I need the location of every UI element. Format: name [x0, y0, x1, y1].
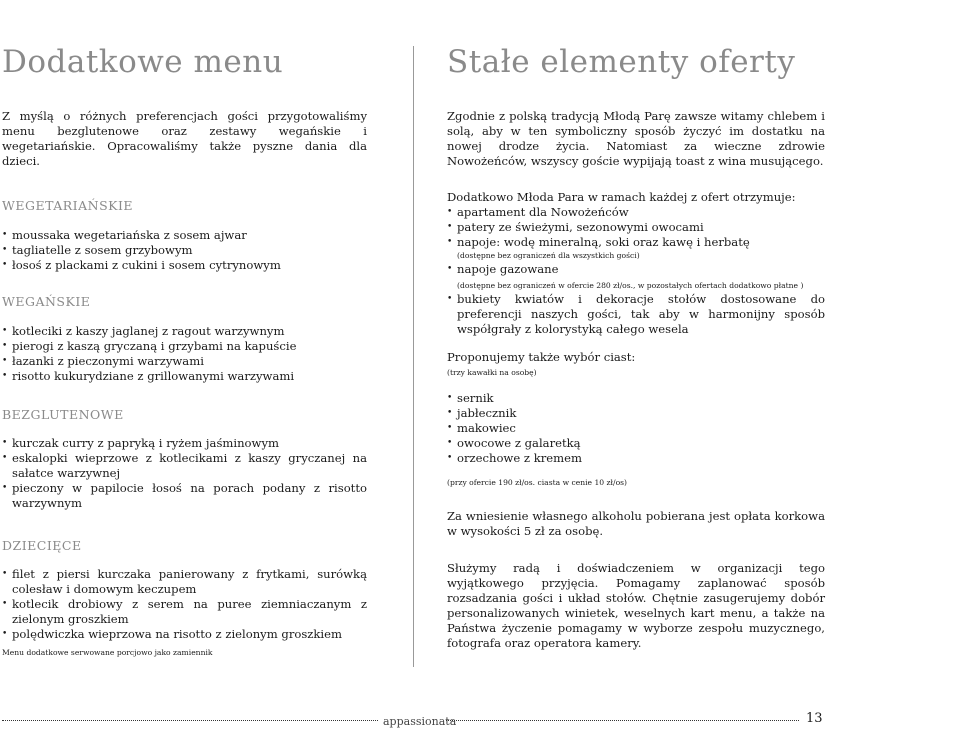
section-heading-gluten-free: BEZGLUTENOWE	[2, 407, 124, 422]
section-heading-vegan: WEGAŃSKIE	[2, 294, 91, 309]
list-item: • jabłecznik	[447, 406, 825, 421]
list-item: • moussaka wegetariańska z sosem ajwar	[2, 228, 367, 243]
cakes-lead: Proponujemy także wybór ciast:	[447, 350, 636, 364]
section-heading-vegetarian: WEGETARIAŃSKIE	[2, 198, 134, 213]
list-item: • sernik	[447, 391, 825, 406]
list-item-note: (dostępne bez ograniczeń w ofercie 280 zł/os., w pozostałych ofertach dodatkowo płatne )	[457, 281, 804, 290]
list-item: • owocowe z galaretką	[447, 436, 825, 451]
list-item-note: (dostępne bez ograniczeń dla wszystkich gości)	[457, 251, 640, 260]
cakes-sub: (trzy kawałki na osobę)	[447, 368, 537, 377]
list-item: • risotto kukurydziane z grillowanymi warzywami	[2, 369, 367, 384]
standard-offer-column	[447, 44, 825, 651]
left-note: Menu dodatkowe serwowane porcjowo jako zamiennik	[2, 648, 213, 657]
right-intro: Zgodnie z polską tradycją Młodą Parę zawsze witamy chlebem i solą, aby w ten symboliczny sposób życzyć im dostatku na nowej drodze życia. Natomiast za wieczne zdrowie Nowożeńców, wszyscy goście wypijają toast z wina musującego.	[447, 109, 825, 168]
additional-menu-column	[2, 44, 367, 658]
footer-dotted-rule-left	[2, 720, 378, 721]
cakes-note: (przy ofercie 190 zł/os. ciasta w cenie 10 zł/os)	[447, 478, 627, 487]
list-item-text: napoje: wodę mineralną, soki oraz kawę i herbatę	[457, 235, 750, 249]
list-item: • pieczony w papilocie łosoś na porach podany z risotto warzywnym	[2, 481, 367, 511]
list-item: • pierogi z kaszą gryczaną i grzybami na kapuście	[2, 339, 367, 354]
list-item-text: napoje gazowane	[457, 262, 559, 276]
list-item: • łazanki z pieczonymi warzywami	[2, 354, 367, 369]
list-item: • filet z piersi kurczaka panierowany z frytkami, surówką colesław i domowym keczupem	[2, 567, 367, 597]
column-divider	[413, 46, 414, 667]
extras-list	[447, 205, 825, 337]
help-text: Służymy radą i doświadczeniem w organizacji tego wyjątkowego przyjęcia. Pomagamy zaplanować sposób rozsadzania gości i układ stołów. Chętnie zasugerujemy dobór personalizowanych winietek, weselnych kart menu, a także na Państwa życzenie pomagamy w wyborze zespołu muzycznego, fotografa oraz operatora kamery.	[447, 561, 825, 650]
footer-dotted-rule-right	[446, 720, 799, 721]
corkage-text: Za wniesienie własnego alkoholu pobierana jest opłata korkowa w wysokości 5 zł za osobę.	[447, 509, 825, 538]
page-number: 13	[806, 711, 823, 726]
list-item	[447, 235, 825, 261]
vegan-list	[2, 324, 367, 384]
list-item: • łosoś z plackami z cukini i sosem cytrynowym	[2, 258, 367, 273]
list-item: • eskalopki wieprzowe z kotlecikami z kaszy gryczanej na sałatce warzywnej	[2, 451, 367, 481]
left-title: Dodatkowe menu	[2, 44, 284, 80]
list-item: • kotleciki z kaszy jaglanej z ragout warzywnym	[2, 324, 367, 339]
list-item	[447, 262, 825, 291]
footer-brand: appassionata	[383, 715, 457, 728]
extras-lead: Dodatkowo Młoda Para w ramach każdej z ofert otrzymuje:	[447, 190, 796, 204]
list-item: • kotlecik drobiowy z serem na puree ziemniaczanym z zielonym groszkiem	[2, 597, 367, 627]
list-item: • orzechowe z kremem	[447, 451, 825, 466]
list-item: • tagliatelle z sosem grzybowym	[2, 243, 367, 258]
cakes-list	[447, 391, 825, 466]
gluten-free-list	[2, 436, 367, 511]
list-item: • patery ze świeżymi, sezonowymi owocami	[447, 220, 825, 235]
section-heading-kids: DZIECIĘCE	[2, 538, 82, 553]
list-item: • makowiec	[447, 421, 825, 436]
list-item: • polędwiczka wieprzowa na risotto z zielonym groszkiem	[2, 627, 367, 642]
list-item: • kurczak curry z papryką i ryżem jaśminowym	[2, 436, 367, 451]
list-item: • apartament dla Nowożeńców	[447, 205, 825, 220]
list-item: • bukiety kwiatów i dekoracje stołów dostosowane do preferencji naszych gości, tak aby w harmonijny sposób współgrały z kolorystyką całego wesela	[447, 292, 825, 337]
vegetarian-list	[2, 228, 367, 273]
right-title: Stałe elementy oferty	[447, 44, 796, 80]
kids-list	[2, 567, 367, 642]
left-intro: Z myślą o różnych preferencjach gości przygotowaliśmy menu bezglutenowe oraz zestawy wegańskie i wegetariańskie. Opracowaliśmy także pyszne dania dla dzieci.	[2, 109, 367, 168]
